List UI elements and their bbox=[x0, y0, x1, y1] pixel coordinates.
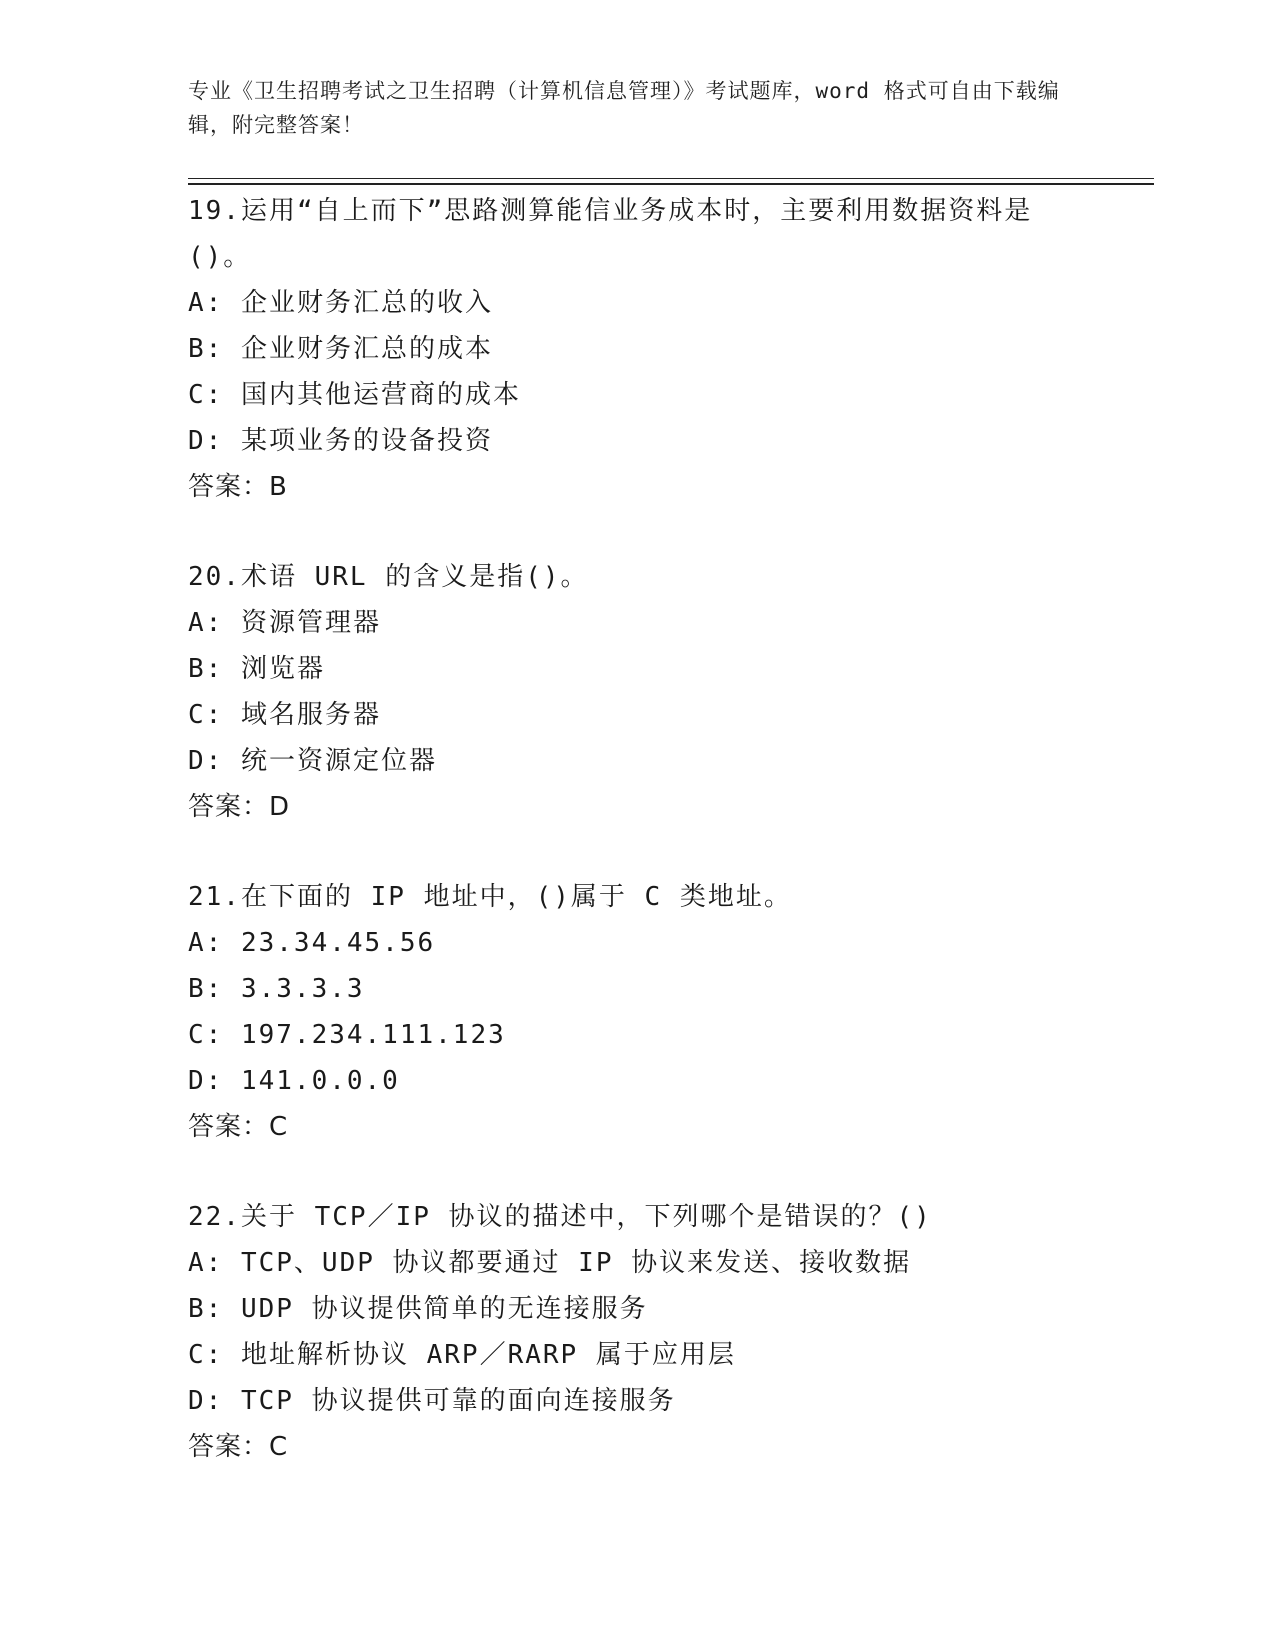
document-header: 专业《卫生招聘考试之卫生招聘（计算机信息管理）》考试题库，word 格式可自由下载编辑，附完整答案！ bbox=[188, 79, 1060, 137]
option-d: D: TCP 协议提供可靠的面向连接服务 bbox=[188, 1386, 676, 1416]
option-d: D: 141.0.0.0 bbox=[188, 1066, 400, 1096]
question-stem: 22.关于 TCP／IP 协议的描述中，下列哪个是错误的？() bbox=[188, 1202, 932, 1232]
option-a: A: 企业财务汇总的收入 bbox=[188, 288, 493, 318]
option-b: B: 3.3.3.3 bbox=[188, 974, 365, 1004]
option-a: A: TCP、UDP 协议都要通过 IP 协议来发送、接收数据 bbox=[188, 1248, 912, 1278]
option-d: D: 某项业务的设备投资 bbox=[188, 426, 493, 456]
option-d: D: 统一资源定位器 bbox=[188, 746, 437, 776]
option-b: B: 企业财务汇总的成本 bbox=[188, 334, 493, 364]
header-divider-top bbox=[188, 178, 1154, 179]
answer: 答案：C bbox=[188, 1432, 289, 1462]
question-stem: 19.运用“自上而下”思路测算能信业务成本时，主要利用数据资料是()。 bbox=[188, 196, 1033, 272]
answer: 答案：D bbox=[188, 792, 291, 822]
question-19 bbox=[188, 188, 1088, 510]
option-c: C: 197.234.111.123 bbox=[188, 1020, 506, 1050]
header-divider-bottom bbox=[188, 183, 1154, 185]
answer: 答案：C bbox=[188, 1112, 289, 1142]
option-b: B: 浏览器 bbox=[188, 654, 325, 684]
question-22 bbox=[188, 1194, 1088, 1470]
question-20 bbox=[188, 554, 1088, 830]
option-b: B: UDP 协议提供简单的无连接服务 bbox=[188, 1294, 648, 1324]
option-a: A: 23.34.45.56 bbox=[188, 928, 436, 958]
option-a: A: 资源管理器 bbox=[188, 608, 381, 638]
question-21 bbox=[188, 874, 1088, 1150]
option-c: C: 国内其他运营商的成本 bbox=[188, 380, 521, 410]
answer: 答案：B bbox=[188, 472, 288, 502]
option-c: C: 域名服务器 bbox=[188, 700, 381, 730]
option-c: C: 地址解析协议 ARP／RARP 属于应用层 bbox=[188, 1340, 736, 1370]
question-stem: 21.在下面的 IP 地址中，()属于 C 类地址。 bbox=[188, 882, 792, 912]
question-stem: 20.术语 URL 的含义是指()。 bbox=[188, 562, 589, 592]
